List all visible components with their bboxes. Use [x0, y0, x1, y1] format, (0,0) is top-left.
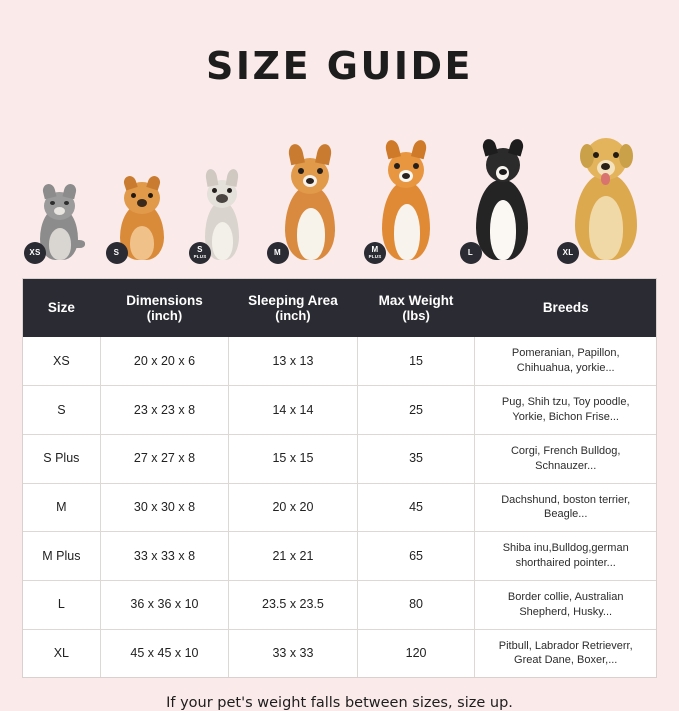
- column-header-label: Max Weight: [378, 293, 454, 308]
- pet-illustration-row: [30, 110, 649, 260]
- cell-max-weight: 45: [357, 483, 475, 532]
- table-row: [23, 483, 656, 532]
- cell-max-weight: 35: [357, 434, 475, 483]
- column-header-label: Size: [47, 300, 75, 316]
- pet-figure-pomeranian: [112, 174, 170, 260]
- column-header-label: Breeds: [542, 300, 589, 316]
- badge-xl: [557, 242, 579, 264]
- pet-figure-corgi: [273, 142, 345, 260]
- badge-label: L: [467, 248, 474, 257]
- size-table-container: [22, 278, 657, 678]
- badge-m: [267, 242, 289, 264]
- cell-max-weight: 65: [357, 532, 475, 581]
- cell-dimensions: 23 x 23 x 8: [100, 386, 228, 435]
- shiba-inu-icon: [370, 140, 440, 260]
- cell-sleeping-area: 15 x 15: [229, 434, 357, 483]
- cell-breeds: Pomeranian, Papillon, Chihuahua, yorkie...: [475, 337, 656, 385]
- badge-label: S: [197, 245, 203, 255]
- table-body: [23, 337, 656, 677]
- column-header-dimensions: [100, 279, 228, 337]
- table-header: [23, 279, 656, 337]
- pet-figure-cat: [30, 182, 86, 260]
- cell-dimensions: 20 x 20 x 6: [100, 337, 228, 385]
- cell-sleeping-area: 23.5 x 23.5: [229, 580, 357, 629]
- golden-retriever-icon: [563, 130, 649, 260]
- cell-size: XL: [23, 629, 100, 677]
- badge-xs: [24, 242, 46, 264]
- badge-l: [460, 242, 482, 264]
- cell-dimensions: 36 x 36 x 10: [100, 580, 228, 629]
- cell-size: M Plus: [23, 532, 100, 581]
- cell-size: S Plus: [23, 434, 100, 483]
- cell-dimensions: 33 x 33 x 8: [100, 532, 228, 581]
- column-header-label: Sleeping Area: [248, 293, 338, 308]
- pet-figure-french-bulldog: [195, 168, 247, 260]
- cell-size: S: [23, 386, 100, 435]
- badge-label: XS: [29, 248, 41, 257]
- cell-sleeping-area: 21 x 21: [229, 532, 357, 581]
- badge-label: XL: [562, 248, 574, 257]
- cell-sleeping-area: 14 x 14: [229, 386, 357, 435]
- badge-m-plus: [364, 242, 386, 264]
- cell-breeds: Pitbull, Labrador Retrieverr, Great Dane, Boxer,...: [475, 629, 656, 677]
- cell-breeds: Border collie, Australian Shepherd, Husky...: [475, 580, 656, 629]
- cell-breeds: Shiba inu,Bulldog,german shorthaired pointer...: [475, 532, 656, 581]
- cell-sleeping-area: 20 x 20: [229, 483, 357, 532]
- corgi-icon: [273, 142, 345, 260]
- cell-max-weight: 15: [357, 337, 475, 385]
- cell-dimensions: 45 x 45 x 10: [100, 629, 228, 677]
- cell-size: L: [23, 580, 100, 629]
- page-title: SIZE GUIDE: [206, 44, 473, 88]
- table-row: [23, 337, 656, 385]
- cell-max-weight: 80: [357, 580, 475, 629]
- cell-max-weight: 25: [357, 386, 475, 435]
- cat-icon: [30, 182, 86, 260]
- table-row: [23, 434, 656, 483]
- table-row: [23, 386, 656, 435]
- table-row: [23, 629, 656, 677]
- column-header-unit: (inch): [146, 307, 183, 323]
- border-collie-icon: [466, 138, 538, 260]
- badge-s-plus: [189, 242, 211, 264]
- column-header-unit: (lbs): [402, 307, 430, 323]
- pomeranian-icon: [112, 174, 170, 260]
- size-table: [23, 279, 656, 677]
- table-row: [23, 532, 656, 581]
- column-header-max-weight: [357, 279, 475, 337]
- footnote-text: If your pet's weight falls between sizes, size up.: [166, 695, 513, 711]
- cell-size: XS: [23, 337, 100, 385]
- table-header-row: [23, 279, 656, 337]
- column-header-breeds: [475, 279, 656, 337]
- cell-sleeping-area: 33 x 33: [229, 629, 357, 677]
- cell-breeds: Pug, Shih tzu, Toy poodle, Yorkie, Bichon Frise...: [475, 386, 656, 435]
- pet-figure-golden-retriever: [563, 130, 649, 260]
- cell-breeds: Corgi, French Bulldog, Schnauzer...: [475, 434, 656, 483]
- french-bulldog-icon: [195, 168, 247, 260]
- badge-sublabel: PLUS: [368, 254, 382, 260]
- cell-size: M: [23, 483, 100, 532]
- badge-label: M: [371, 245, 379, 255]
- pet-figure-border-collie: [466, 138, 538, 260]
- column-header-sleeping-area: [229, 279, 357, 337]
- badge-label: S: [113, 248, 120, 257]
- cell-sleeping-area: 13 x 13: [229, 337, 357, 385]
- column-header-unit: (inch): [275, 307, 311, 323]
- column-header-label: Dimensions: [126, 293, 203, 308]
- cell-dimensions: 27 x 27 x 8: [100, 434, 228, 483]
- badge-s: [106, 242, 128, 264]
- pet-figure-shiba-inu: [370, 140, 440, 260]
- column-header-size: [23, 279, 100, 337]
- badge-label: M: [274, 248, 281, 257]
- badge-sublabel: PLUS: [193, 254, 207, 260]
- cell-dimensions: 30 x 30 x 8: [100, 483, 228, 532]
- cell-breeds: Dachshund, boston terrier, Beagle...: [475, 483, 656, 532]
- table-row: [23, 580, 656, 629]
- cell-max-weight: 120: [357, 629, 475, 677]
